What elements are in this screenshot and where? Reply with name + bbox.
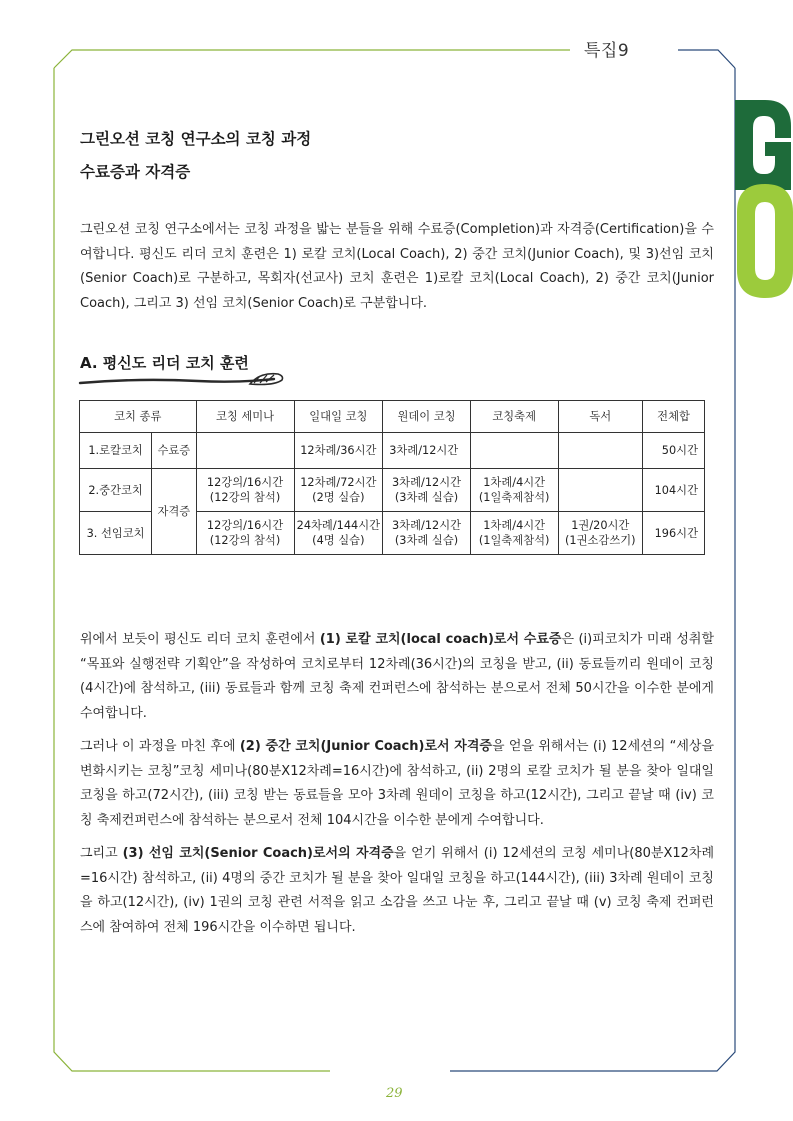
- cell-line: 24차례/144시간: [296, 519, 381, 532]
- table-cell: [383, 469, 471, 512]
- text-span: 위에서 보듯이 평신도 리더 코치 훈련에서: [80, 632, 320, 647]
- body-paragraph-2: [80, 735, 714, 833]
- table-header-cell: 코치 종류: [80, 401, 197, 433]
- cell-line: 12강의/16시간: [206, 476, 284, 489]
- table-row: [80, 433, 705, 469]
- section-a-heading: A. 평신도 리더 코치 훈련: [80, 354, 249, 372]
- page-title-line2: 수료증과 자격증: [80, 163, 191, 181]
- text-span: 을 얻을 위해서는 (i) 12세션의 “세상을 변화시키는 코칭”코칭 세미나(80분X12차례=16시간)에 참석하고, (ii) 2명의 로칼 코치가 될 분을 찾아 일대일 코칭을 하고(72시간), (iii) 코칭 받는 동료들을 모아 3차례 원데이 코칭을 하고(12시간), 그리고 끝날 때 (iv) 코칭 축제컨퍼런스에 참석하는 분으로서 전체 104시간을 이수한 분에게 수여합니다.: [80, 739, 714, 828]
- cell-line: (1일축제참석): [478, 534, 550, 547]
- text-span: 을 얻기 위해서 (i) 12세션의 코칭 세미나(80분X12차례=16시간) 참석하고, (ii) 4명의 중간 코치가 될 분을 찾아 일대일 코칭을 하고(144시간), (iii) 3차례 원데이 코칭을 하고(12시간), (iv) 1권의 코칭 관련 서적을 읽고 소감을 쓰고 나눈 후, 그리고 끝날 때 (v) 코칭 축제 컨퍼런스에 참여하여 전체 196시간을 이수하면 됩니다.: [80, 846, 715, 935]
- body-paragraph-1: [80, 628, 714, 726]
- section-label: 특집9: [584, 41, 630, 61]
- table-cell: [294, 512, 383, 555]
- text-span: 은 (i)피코치가 미래 성취할 “목표와 실행전략 기획안”을 작성하여 코치로부터 12차례(36시간)의 코칭을 받고, (ii) 동료들끼리 원데이 코칭(4시간)에 참석하고, (iii) 동료들과 함께 코칭 축제 컨퍼런스에 참석하는 분으로서 전체 50시간을 이수한 분에게 수여합니다.: [80, 632, 715, 721]
- table-cell: [470, 512, 558, 555]
- body-text: [80, 628, 714, 949]
- table-cell: [470, 469, 558, 512]
- table-cell: [558, 469, 643, 512]
- cell-line: (2명 실습): [312, 491, 365, 504]
- go-logo-icon: [735, 100, 793, 300]
- emphasis-text: (2) 중간 코치(Junior Coach)로서 자격증: [239, 739, 492, 754]
- cell-line: (1권소감쓰기): [564, 534, 636, 547]
- cell-line: (1일축제참석): [478, 491, 550, 504]
- table-cell: 1.로칼코치: [80, 433, 152, 469]
- underline-swoosh-icon: [78, 370, 288, 392]
- coach-training-table: [79, 400, 705, 555]
- table-cell: 50시간: [643, 433, 705, 469]
- table-header-row: [80, 401, 705, 433]
- table-cell: 2.중간코치: [80, 469, 152, 512]
- table-header-cell: 코칭축제: [470, 401, 558, 433]
- cell-line: 1차례/4시간: [483, 476, 546, 489]
- cell-line: 12강의/16시간: [206, 519, 284, 532]
- table-cell: [196, 512, 294, 555]
- text-span: 그러나 이 과정을 마친 후에: [80, 739, 240, 754]
- cell-line: (3차례 실습): [394, 491, 459, 504]
- cell-line: 1차례/4시간: [483, 519, 546, 532]
- table-cell: 104시간: [643, 469, 705, 512]
- cell-line: 1권/20시간: [571, 519, 630, 532]
- cell-line: 3차례/12시간: [392, 476, 462, 489]
- table-cell: [196, 433, 294, 469]
- table-cell: [558, 512, 643, 555]
- emphasis-text: (1) 로칼 코치(local coach)로서 수료증: [319, 632, 562, 647]
- table-cell: 12차례/36시간: [294, 433, 383, 469]
- table-row: [80, 469, 705, 512]
- table-cell: [383, 512, 471, 555]
- cell-line: (12강의 참석): [209, 534, 281, 547]
- table-cell: [470, 433, 558, 469]
- table-cell: [558, 433, 643, 469]
- intro-paragraph: [80, 218, 714, 325]
- table-cell: 자격증: [152, 469, 196, 555]
- table-header-cell: 원데이 코칭: [383, 401, 471, 433]
- table-header-cell: 독서: [558, 401, 643, 433]
- cell-line: (4명 실습): [312, 534, 365, 547]
- table-cell: 수료증: [152, 433, 196, 469]
- table-cell: [294, 469, 383, 512]
- intro-text: 그린오션 코칭 연구소에서는 코칭 과정을 밟는 분들을 위해 수료증(Completion)과 자격증(Certification)을 수여합니다. 평신도 리더 코치 훈련은 1) 로칼 코치(Local Coach), 2) 중간 코치(Junior Coach), 및 3)선임 코치(Senior Coach)로 구분하고, 목회자(선교사) 코치 훈련은 1)로칼 코치(Local Coach), 2) 중간 코치(Junior Coach), 그리고 3) 선임 코치(Senior Coach)로 구분합니다.: [80, 222, 714, 311]
- page-number: 29: [386, 1086, 403, 1101]
- cell-line: 12차례/72시간: [300, 476, 377, 489]
- emphasis-text: (3) 선임 코치(Senior Coach)로서의 자격증: [122, 846, 394, 861]
- table-cell: 3차례/12시간: [383, 433, 471, 469]
- body-paragraph-3: [80, 842, 714, 940]
- cell-line: (12강의 참석): [209, 491, 281, 504]
- table-cell: 3. 선임코치: [80, 512, 152, 555]
- table-cell: 196시간: [643, 512, 705, 555]
- table-header-cell: 일대일 코칭: [294, 401, 383, 433]
- table-header-cell: 전체합: [643, 401, 705, 433]
- page-title-line1: 그린오션 코칭 연구소의 코칭 과정: [80, 130, 312, 148]
- cell-line: (3차례 실습): [394, 534, 459, 547]
- text-span: 그리고: [80, 846, 123, 861]
- table-cell: [196, 469, 294, 512]
- table-header-cell: 코칭 세미나: [196, 401, 294, 433]
- cell-line: 3차례/12시간: [392, 519, 462, 532]
